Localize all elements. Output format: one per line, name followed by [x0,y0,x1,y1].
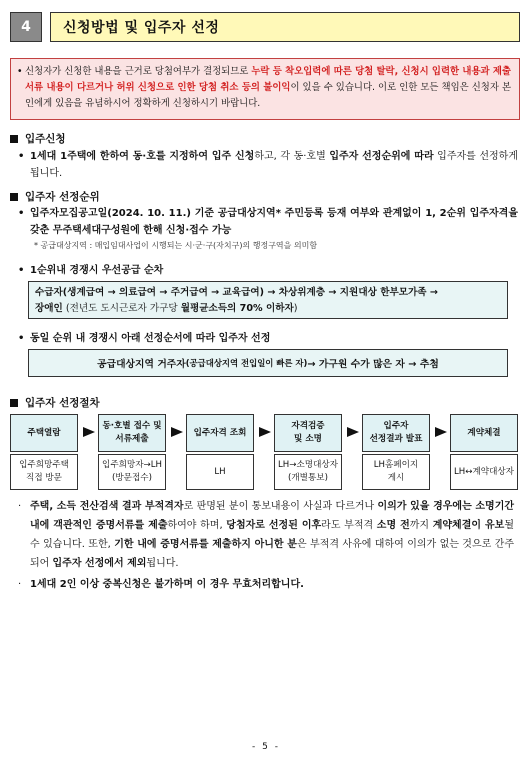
notice-bullet: • [17,66,23,77]
priority-line-1: 수급자(생계급여 → 의료급여 → 주거급여 → 교육급여) → 차상위계층 → 지원대상 한부모가족 → [35,287,438,298]
apply-item: • 1세대 1주택에 한하여 동·호를 지정하여 입주 신청하고, 각 동·호별 입주자 선정순위에 따라 입주자를 선정하게 됩니다. [18,151,518,179]
section-title: 신청방법 및 입주자 선정 [50,12,520,42]
arrow-right-icon [345,424,361,440]
heading-order-label: 입주자 선정순위 [25,191,100,203]
closing-paragraph-2: · 1세대 2인 이상 중복신청은 불가하며 이 경우 무효처리합니다. [18,579,304,590]
priority-disabled: 장애인 [35,303,63,314]
priority-line-2-text: (전년도 도시근로자 가구당 [62,303,181,314]
step-6-title: 계약체결 [450,414,518,452]
order-item-1: • 입주자모집공고일(2024. 10. 11.) 기준 공급대상지역* 주민등록 등재 여부와 관계없이 1, 2순위 입주자격을 갖춘 무주택세대구성원에 한해 신청·접수 가능 [18,205,518,239]
step-4-sub: LH→소명대상자 (개별통보) [274,454,342,490]
apply-text-1: 하고, 각 동·호별 [254,151,330,162]
step-6-sub: LH↔계약대상자 [450,454,518,490]
selection-rest: → 가구원 수가 많은 자 → 추첨 [307,359,439,370]
closing-paragraph-1: · 주택, 소득 전산검색 결과 부적격자로 판명된 분이 통보내용이 사실과 다르거나 이의가 있을 경우에는 소명기간 내에 객관적인 증명서류를 제출하여야 하며, 당첨자로 선정된 이후라도 부적격 소명 전까지 계약체결이 유보될 수 있습니다. 또한, 기한 내에 증명서류를 제출하지 아니한 분은 부적격 사유에 대하여 이의가 없는 것으로 간주되어 입주자 선정에서 제외됩니다. [18,501,515,569]
arrow-right-icon [433,424,449,440]
step-4-title: 자격검증 및 소명 [274,414,342,452]
heading-apply [10,131,66,146]
step-2-title: 동·호별 접수 및 서류제출 [98,414,166,452]
arrow-right-icon [169,424,185,440]
step-3-title: 입주자격 조회 [186,414,254,452]
order-item-3: • 동일 순위 내 경쟁시 아래 선정순서에 따라 입주자 선정 [18,330,518,347]
step-5-title: 입주자 선정결과 발표 [362,414,430,452]
notice-text-1: 신청자가 신청한 내용을 근거로 당첨여부가 결정되므로 [25,66,252,77]
apply-text-2: 입주자를 선정하게 됩니다. [30,151,518,179]
square-bullet-icon [10,135,18,143]
step-2-sub: 입주희망자→LH (방문접수) [98,454,166,490]
warning-notice [10,58,520,120]
step-1-sub: 입주희망주택 직접 방문 [10,454,78,490]
notice-warning-text: 누락 등 착오입력에 따른 당첨 탈락, 신청시 입력한 내용과 제출서류 내용이 다르거나 허위 신청으로 인한 당첨 취소 등의 불이익 [25,66,511,93]
selection-resident: 공급대상지역 거주자 [97,359,186,370]
heading-process-label: 입주자 선정절차 [25,397,100,409]
order-item-1-text: 입주자모집공고일(2024. 10. 11.) 기준 공급대상지역* 주민등록 등재 여부와 관계없이 1, 2순위 입주자격을 갖춘 무주택세대구성원에 한해 신청·접수 가능 [30,208,518,236]
section-number: 4 [10,12,42,42]
notice-text-2: 이 있을 수 있습니다. 이로 인한 모든 책임은 신청자 본인에게 있음을 유념하시어 정확하게 신청하시기 바랍니다. [25,82,512,109]
process-flow [10,414,520,483]
apply-bold-2: 입주자 선정순위에 따라 [329,151,434,162]
order-item-2-text: 1순위내 경쟁시 우선공급 순차 [30,265,164,276]
step-3-sub: LH [186,454,254,490]
heading-apply-label: 입주신청 [25,133,66,145]
selection-resident-note: (공급대상지역 전입일이 빠른 자) [185,358,308,368]
section-header [10,12,520,42]
page-number: - 5 - [252,742,280,752]
heading-order [10,189,100,204]
square-bullet-icon [10,399,18,407]
order-footnote: * 공급대상지역 : 매입임대사업이 시행되는 시·군·구(자치구)의 행정구역을 의미함 [34,241,318,250]
priority-box: 수급자(생계급여 → 의료급여 → 주거급여 → 교육급여) → 차상위계층 → 지원대상 한부모가족 → 장애인 (전년도 도시근로자 가구당 월평균소득의 70% 이하자) [28,281,508,319]
priority-income: 월평균소득의 70% 이하자 [180,303,294,314]
order-item-3-text: 동일 순위 내 경쟁시 아래 선정순서에 따라 입주자 선정 [30,333,271,344]
step-5-sub: LH홈페이지 게시 [362,454,430,490]
selection-order-box [28,349,508,377]
step-1-title: 주택열람 [10,414,78,452]
arrow-right-icon [257,424,273,440]
apply-bold-1: 1세대 1주택에 한하여 동·호를 지정하여 입주 신청 [30,151,255,162]
square-bullet-icon [10,193,18,201]
order-item-2: • 1순위내 경쟁시 우선공급 순차 [18,262,518,279]
arrow-right-icon [81,424,97,440]
heading-process [10,395,100,410]
